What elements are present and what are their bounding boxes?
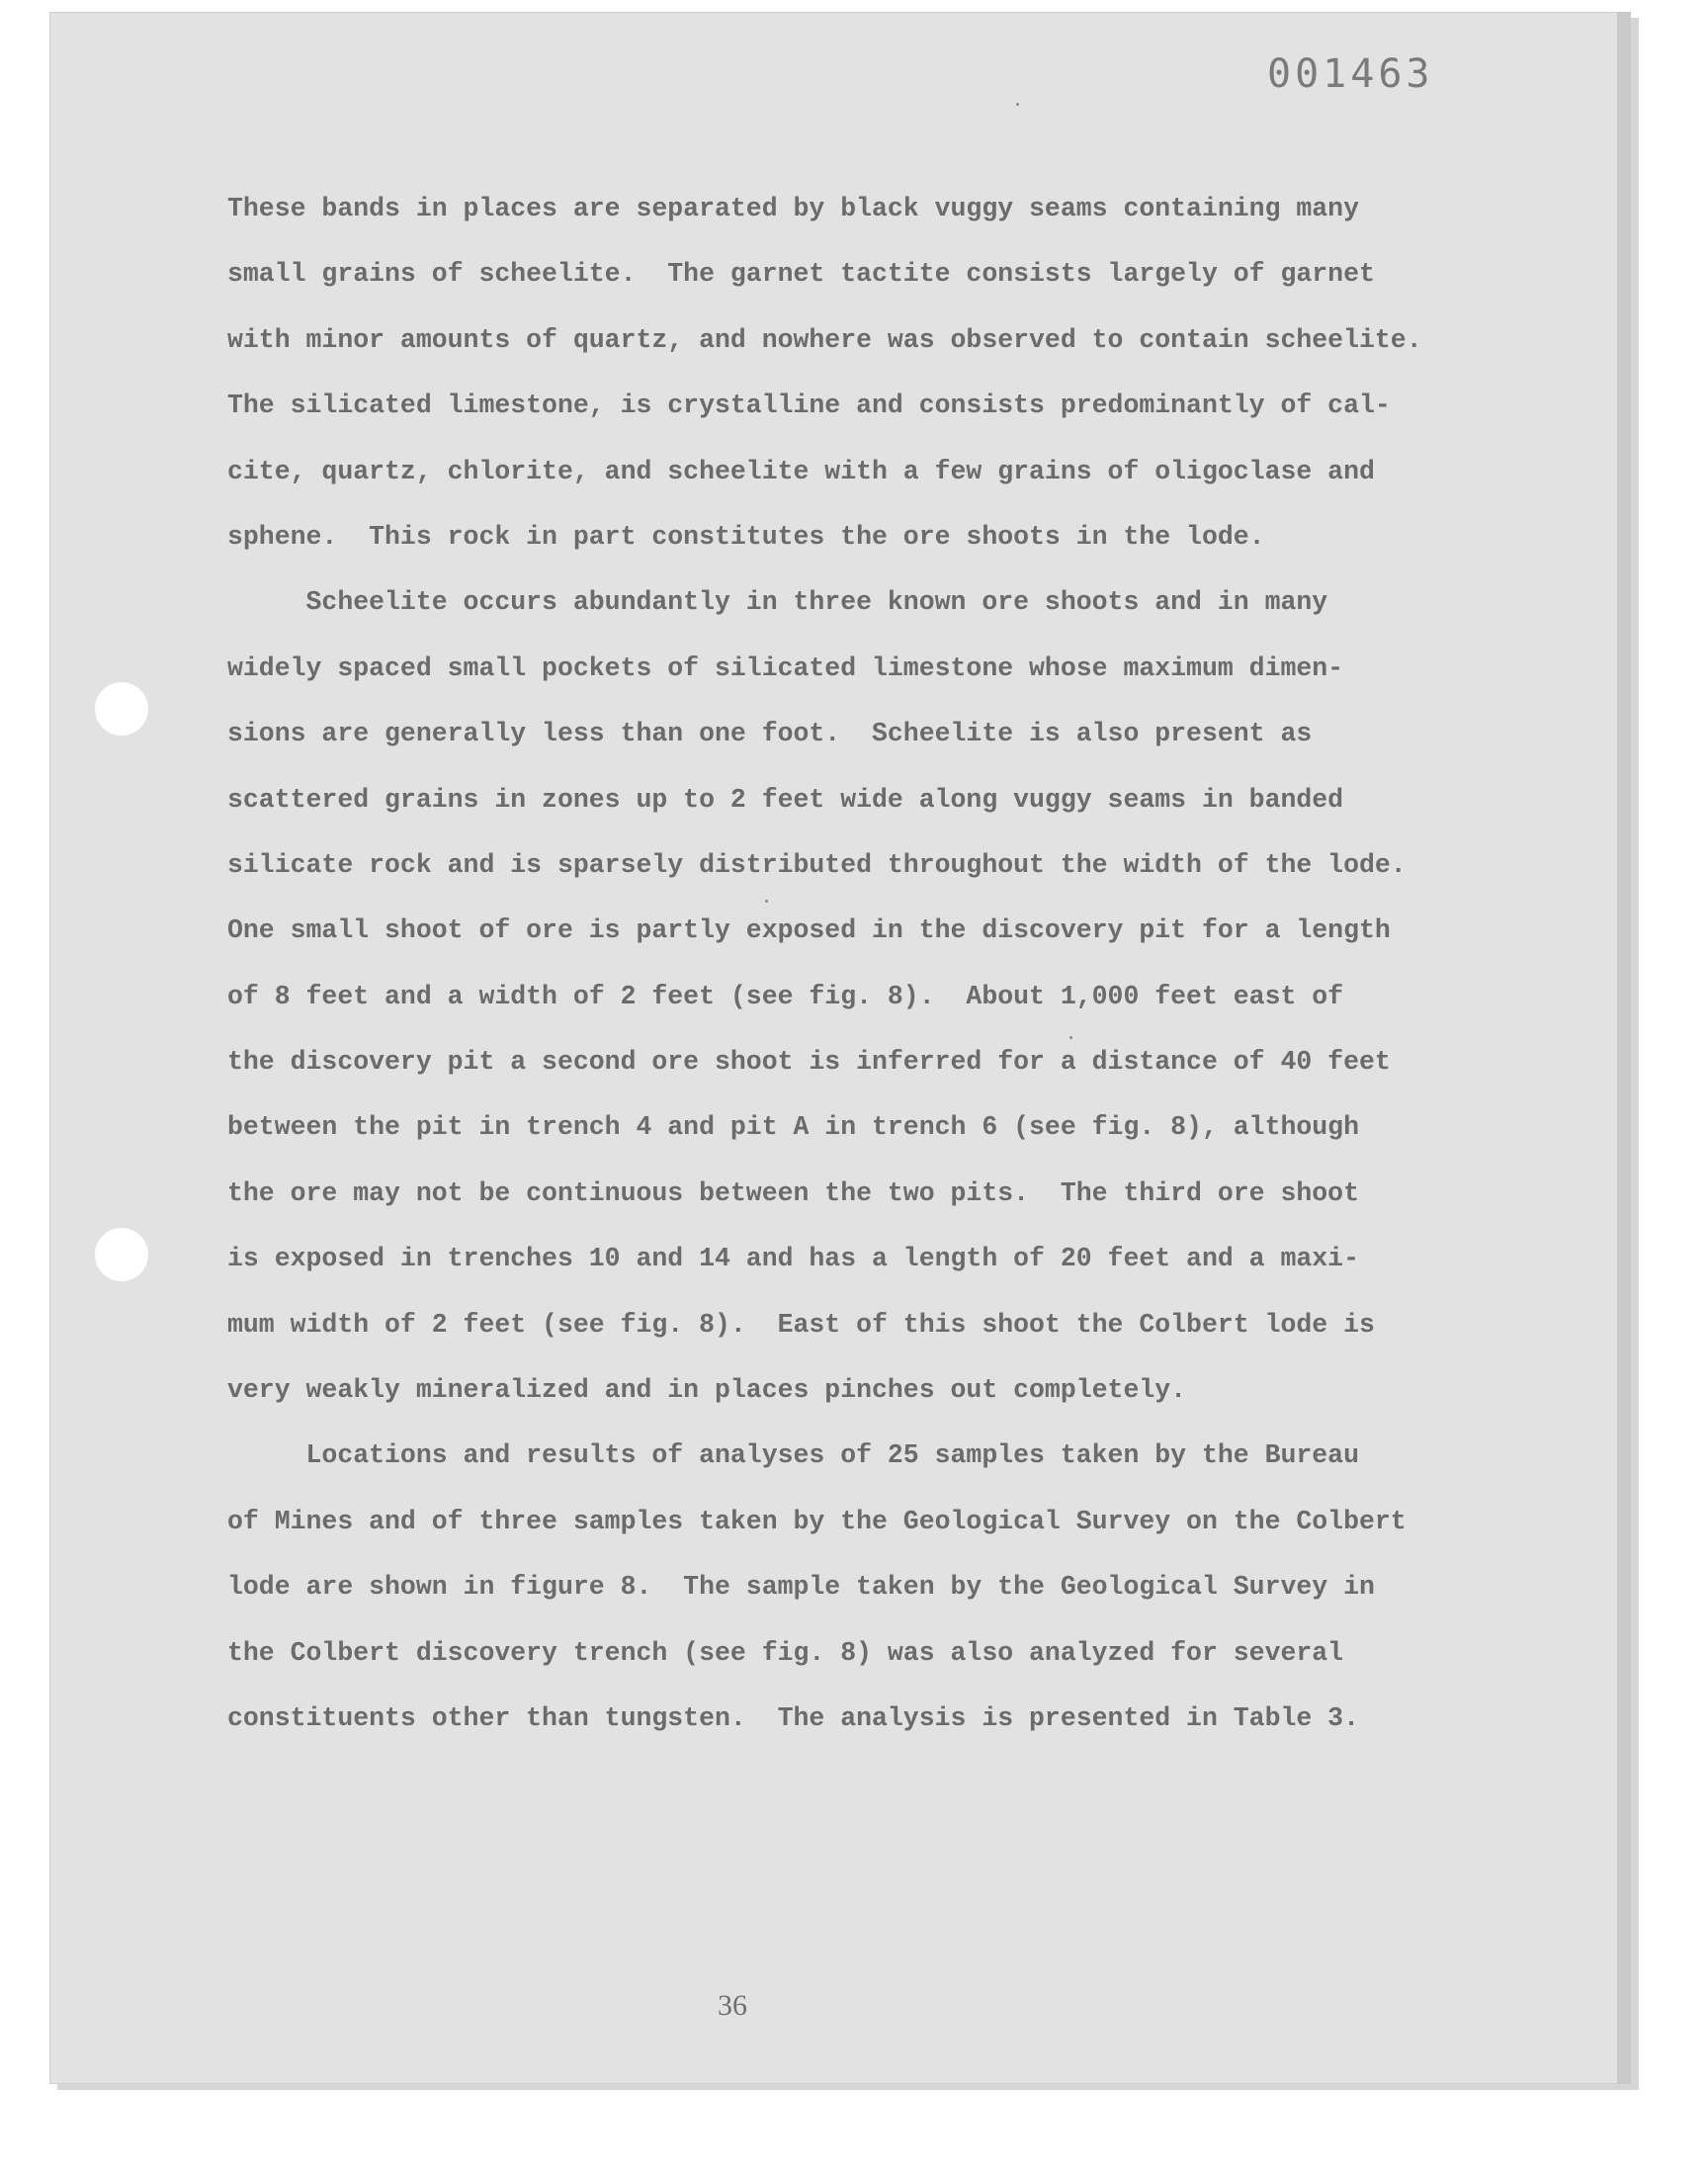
text-line: constituents other than tungsten. The analysis is presented in Table 3.: [227, 1702, 1359, 1733]
punch-hole-lower: [95, 1228, 148, 1281]
text-line: silicate rock and is sparsely distributed throughout the width of the lode.: [227, 849, 1407, 880]
text-line: is exposed in trenches 10 and 14 and has a length of 20 feet and a maxi-: [227, 1244, 1359, 1274]
page-number: 36: [718, 1989, 747, 2022]
text-line: cite, quartz, chlorite, and scheelite with a few grains of oligoclase and: [227, 456, 1375, 486]
text-line: very weakly mineralized and in places pinches out completely.: [227, 1375, 1187, 1406]
text-line: the ore may not be continuous between the two pits. The third ore shoot: [227, 1177, 1359, 1208]
text-line: between the pit in trench 4 and pit A in trench 6 (see fig. 8), although: [227, 1112, 1359, 1143]
text-line: These bands in places are separated by black vuggy seams containing many: [227, 194, 1359, 223]
text-line: lode are shown in figure 8. The sample taken by the Geological Survey in: [227, 1572, 1375, 1603]
text-line: sphene. This rock in part constitutes the ore shoots in the lode.: [227, 521, 1265, 552]
punch-hole-upper: [95, 682, 148, 736]
text-line: the discovery pit a second ore shoot is inferred for a distance of 40 feet: [227, 1047, 1391, 1078]
paper-edge-shadow: [1617, 12, 1631, 2084]
text-line: of Mines and of three samples taken by the Geological Survey on the Colbert: [227, 1506, 1407, 1536]
text-line: The silicated limestone, is crystalline and consists predominantly of cal-: [227, 391, 1391, 421]
body-text: [227, 176, 1502, 1751]
text-line: with minor amounts of quartz, and nowhere was observed to contain scheelite.: [227, 324, 1422, 355]
text-line: Scheelite occurs abundantly in three known ore shoots and in many: [227, 587, 1328, 618]
text-line: mum width of 2 feet (see fig. 8). East of this shoot the Colbert lode is: [227, 1309, 1375, 1340]
text-line: the Colbert discovery trench (see fig. 8) was also analyzed for several: [227, 1637, 1344, 1668]
text-line: of 8 feet and a width of 2 feet (see fig. 8). About 1,000 feet east of: [227, 981, 1344, 1011]
text-line: small grains of scheelite. The garnet tactite consists largely of garnet: [227, 259, 1375, 290]
document-control-number: 001463: [1267, 51, 1434, 97]
text-line: sions are generally less than one foot. Scheelite is also present as: [227, 719, 1313, 749]
text-line: widely spaced small pockets of silicated limestone whose maximum dimen-: [227, 652, 1344, 683]
scan-speck: [1016, 103, 1019, 106]
text-line: scattered grains in zones up to 2 feet wide along vuggy seams in banded: [227, 784, 1344, 815]
text-line: One small shoot of ore is partly exposed in the discovery pit for a length: [227, 915, 1391, 946]
text-line: Locations and results of analyses of 25 samples taken by the Bureau: [227, 1440, 1359, 1471]
